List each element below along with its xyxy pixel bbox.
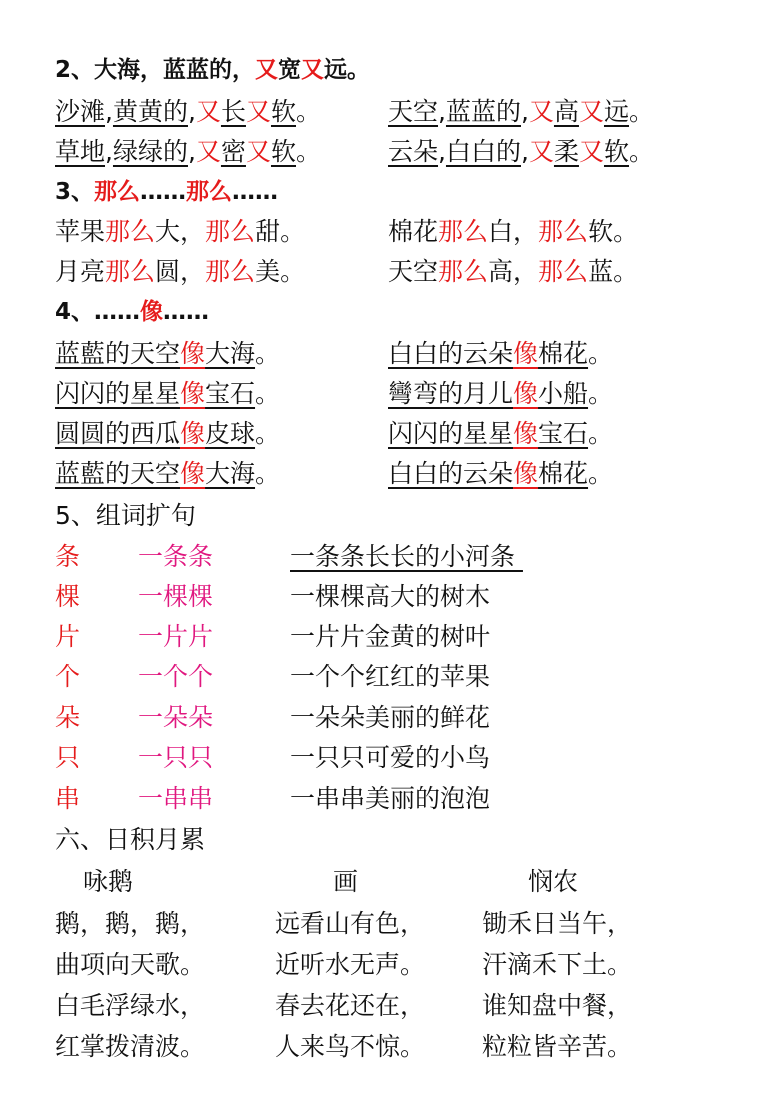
poem-line: 红掌拨清波。 bbox=[55, 1032, 206, 1061]
poem-title: 画 bbox=[333, 867, 359, 896]
reduplicated-word: 一条条 bbox=[138, 542, 214, 571]
poem-line: 锄禾日当午， bbox=[482, 909, 633, 938]
reduplicated-word: 一棵棵 bbox=[138, 582, 214, 611]
reduplicated-word: 一串串 bbox=[138, 784, 214, 813]
measure-word: 个 bbox=[55, 662, 81, 691]
simile-sentence: 白白的云朵像棉花。 bbox=[388, 339, 614, 368]
section-6-heading: 六、日积月累 bbox=[55, 825, 206, 854]
heading-text: 大海，蓝蓝的， bbox=[94, 57, 256, 83]
keyword: 又 bbox=[255, 57, 279, 83]
measure-word: 串 bbox=[55, 784, 81, 813]
reduplicated-word: 一个个 bbox=[138, 662, 214, 691]
heading-text: 远。 bbox=[324, 57, 371, 83]
example-sentence: 沙滩,黄黄的,又长又软。 bbox=[55, 97, 322, 126]
poem-line: 白毛浮绿水， bbox=[55, 991, 206, 1020]
example-sentence: 月亮那么圆，那么美。 bbox=[55, 257, 306, 286]
reduplicated-word: 一只只 bbox=[138, 743, 214, 772]
simile-sentence: 彎弯的月儿像小船。 bbox=[388, 379, 614, 408]
poem-line: 鹅，鹅，鹅， bbox=[55, 909, 206, 938]
expanded-phrase: 一片片金黄的树叶 bbox=[290, 622, 491, 651]
keyword: 又 bbox=[301, 57, 325, 83]
measure-word: 只 bbox=[55, 743, 81, 772]
simile-sentence: 圆圆的西瓜像皮球。 bbox=[55, 419, 281, 448]
section-2-heading bbox=[55, 54, 370, 86]
measure-word: 片 bbox=[55, 622, 81, 651]
simile-sentence: 蓝藍的天空像大海。 bbox=[55, 459, 281, 488]
section-number: 2、 bbox=[55, 57, 95, 83]
expanded-phrase: 一朵朵美丽的鲜花 bbox=[290, 703, 491, 732]
poem-line: 近听水无声。 bbox=[275, 950, 426, 979]
measure-word: 棵 bbox=[55, 582, 81, 611]
reduplicated-word: 一片片 bbox=[138, 622, 214, 651]
example-sentence: 天空那么高，那么蓝。 bbox=[388, 257, 639, 286]
expanded-phrase: 一条条长长的小河条 bbox=[290, 542, 523, 571]
example-sentence: 棉花那么白，那么软。 bbox=[388, 217, 639, 246]
reduplicated-word: 一朵朵 bbox=[138, 703, 214, 732]
poem-title: 咏鹅 bbox=[83, 867, 134, 896]
section-5-heading: 5、组词扩句 bbox=[55, 501, 196, 530]
example-sentence: 苹果那么大，那么甜。 bbox=[55, 217, 306, 246]
poem-title: 悯农 bbox=[528, 867, 579, 896]
poem-line: 粒粒皆辛苦。 bbox=[482, 1032, 633, 1061]
expanded-phrase: 一棵棵高大的树木 bbox=[290, 582, 491, 611]
poem-line: 春去花还在， bbox=[275, 991, 426, 1020]
measure-word: 朵 bbox=[55, 703, 81, 732]
simile-sentence: 闪闪的星星像宝石。 bbox=[55, 379, 281, 408]
example-sentence: 云朵,白白的,又柔又软。 bbox=[388, 137, 655, 166]
example-sentence: 天空,蓝蓝的,又高又远。 bbox=[388, 97, 655, 126]
poem-line: 远看山有色， bbox=[275, 909, 426, 938]
simile-sentence: 蓝藍的天空像大海。 bbox=[55, 339, 281, 368]
poem-line: 汗滴禾下土。 bbox=[482, 950, 633, 979]
expanded-phrase: 一串串美丽的泡泡 bbox=[290, 784, 491, 813]
measure-word: 条 bbox=[55, 542, 81, 571]
poem-line: 人来鸟不惊。 bbox=[275, 1032, 426, 1061]
example-sentence: 草地,绿绿的,又密又软。 bbox=[55, 137, 322, 166]
poem-line: 谁知盘中餐， bbox=[482, 991, 633, 1020]
simile-sentence: 闪闪的星星像宝石。 bbox=[388, 419, 614, 448]
poem-line: 曲项向天歌。 bbox=[55, 950, 206, 979]
expanded-phrase: 一只只可爱的小鸟 bbox=[290, 743, 491, 772]
expanded-phrase: 一个个红红的苹果 bbox=[290, 662, 491, 691]
section-4-heading: 4、……像…… bbox=[55, 299, 210, 325]
section-3-heading: 3、那么……那么…… bbox=[55, 179, 279, 205]
heading-text: 宽 bbox=[278, 57, 302, 83]
simile-sentence: 白白的云朵像棉花。 bbox=[388, 459, 614, 488]
